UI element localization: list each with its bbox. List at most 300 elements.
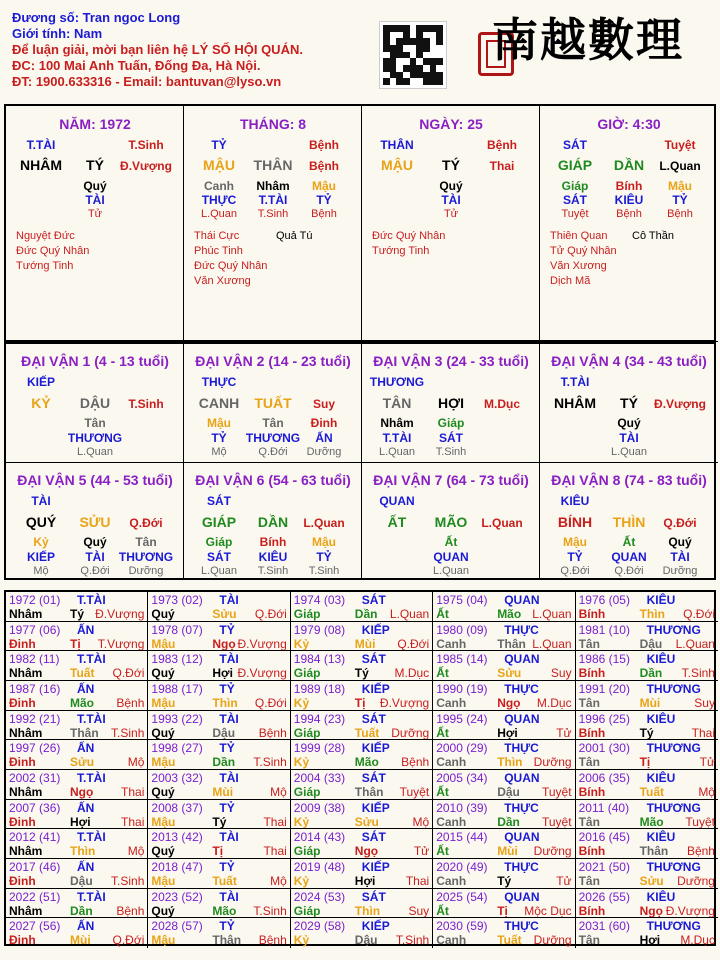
year-chi: Mùi — [639, 696, 661, 710]
dai-van-chi: DẦN — [257, 514, 289, 530]
year-label: 1991 (20) — [578, 682, 630, 696]
pillar-shen: SÁT — [563, 138, 587, 152]
year-shen: QUAN — [504, 771, 540, 786]
year-label: 1993 (22) — [151, 711, 203, 726]
year-chi: Dần — [70, 903, 93, 918]
pillar-title: GIỜ: 4:30 — [597, 116, 661, 132]
year-can: Quý — [151, 607, 175, 621]
hidden-status: Mộ — [33, 565, 49, 577]
year-can: Mậu — [151, 755, 176, 770]
pillar-can: NHÂM — [20, 157, 62, 173]
year-chi: Mùi — [212, 785, 234, 800]
dai-van-5 — [6, 463, 184, 580]
year-chi: Tuất — [497, 933, 522, 948]
year-shen: THỰC — [504, 800, 539, 815]
year-status: T.Sinh — [395, 933, 430, 948]
dai-van-status: Q.Đới — [129, 516, 163, 530]
year-cell — [291, 740, 433, 770]
year-label: 1995 (24) — [436, 711, 488, 726]
year-can: Canh — [436, 755, 467, 770]
year-chi: Mùi — [354, 636, 376, 651]
year-label: 2000 (29) — [436, 741, 488, 756]
year-chi: Hợi — [639, 933, 661, 948]
year-shen: TÀI — [219, 889, 239, 904]
dai-van-title: ĐẠI VẬN 8 (74 - 83 tuổi) — [551, 472, 707, 488]
qr-code-icon[interactable] — [379, 21, 447, 89]
hidden-shen: THƯƠNG — [245, 431, 301, 445]
dai-van-title: ĐẠI VẬN 2 (14 - 23 tuổi) — [195, 353, 351, 369]
year-cell — [576, 770, 718, 800]
year-label: 1996 (25) — [578, 711, 630, 726]
year-status: Thai — [405, 874, 430, 889]
hidden-status: L.Quan — [378, 446, 416, 458]
dai-van-shen: KIẾP — [26, 375, 56, 389]
year-status: Bệnh — [116, 696, 145, 710]
hidden-can: Mậu — [668, 179, 692, 193]
year-shen: SÁT — [361, 771, 386, 786]
year-cell — [576, 859, 718, 889]
year-status: T.Sinh — [681, 666, 715, 681]
dai-van-chi: DẬU — [79, 395, 111, 411]
year-status: Dưỡng — [391, 725, 430, 740]
hidden-shen: THƯƠNG — [67, 431, 123, 445]
year-chi: Dần — [212, 755, 236, 770]
year-cell — [291, 592, 433, 622]
hidden-shen: SÁT — [207, 550, 231, 564]
hidden-shen: QUAN — [433, 550, 469, 564]
year-shen: THƯƠNG — [646, 682, 701, 696]
year-chi: Tuất — [639, 785, 665, 800]
year-chi: Tuất — [212, 874, 237, 889]
pillar-4 — [540, 106, 718, 342]
year-label: 2020 (49) — [436, 860, 488, 875]
year-shen: KIẾP — [361, 622, 390, 637]
dai-van-chi: TUẤT — [254, 395, 292, 411]
year-shen: THỰC — [504, 860, 539, 875]
year-chi: Tị — [212, 844, 224, 859]
year-shen: T.TÀI — [77, 771, 106, 786]
dai-van-title: ĐẠI VẬN 7 (64 - 73 tuổi) — [373, 472, 529, 488]
hidden-status: L.Quan — [610, 446, 648, 458]
year-cell — [148, 918, 290, 948]
year-label: 2009 (38) — [293, 800, 346, 815]
year-cell — [6, 711, 148, 741]
year-chi: Tuất — [354, 725, 380, 740]
year-chi: Mão — [354, 755, 379, 770]
year-chi: Ngọ — [212, 636, 236, 651]
year-status: Tử — [699, 755, 715, 770]
hidden-shen: T.TÀI — [258, 193, 288, 207]
year-shen: T.TÀI — [77, 889, 106, 904]
year-can: Kỷ — [293, 636, 310, 651]
year-status: Tuyệt — [542, 785, 572, 800]
pillar-shen-right: Tuyệt — [664, 138, 696, 152]
year-label: 1994 (23) — [293, 711, 346, 726]
year-cell — [6, 622, 148, 652]
year-shen: T.TÀI — [77, 593, 106, 607]
year-cell — [291, 859, 433, 889]
year-status: M.Dục — [394, 666, 430, 681]
year-chi: Tý — [497, 874, 512, 889]
pillar-title: THÁNG: 8 — [239, 116, 307, 132]
year-label: 2023 (52) — [151, 889, 203, 904]
dai-van-shen: THƯƠNG — [369, 375, 425, 389]
year-chi: Dần — [497, 814, 520, 829]
year-label: 2024 (53) — [293, 889, 346, 904]
year-label: 2016 (45) — [578, 830, 630, 845]
year-chi: Ngọ — [70, 785, 94, 800]
year-shen: THƯƠNG — [646, 919, 701, 934]
year-status: Thai — [121, 785, 145, 800]
year-shen: SÁT — [361, 652, 386, 667]
year-shen: KIÊU — [646, 830, 676, 845]
year-status: Đ.Vượng — [95, 607, 145, 621]
year-can: Ất — [436, 844, 449, 859]
year-status: L.Quan — [532, 636, 572, 651]
hidden-shen: ẤN — [315, 431, 333, 445]
year-chi: Tý — [354, 666, 369, 681]
hidden-status: T.Sinh — [257, 208, 289, 220]
year-label: 1978 (07) — [151, 622, 203, 637]
year-chi: Thân — [354, 785, 384, 800]
year-status: Dưỡng — [533, 844, 572, 859]
year-shen: KIẾP — [361, 800, 390, 815]
dai-van-chi: TÝ — [620, 395, 638, 411]
year-label: 1987 (16) — [9, 682, 61, 696]
dai-van-can: TÂN — [382, 395, 412, 411]
year-can: Nhâm — [9, 785, 43, 800]
year-status: Đ.Vượng — [237, 666, 287, 681]
year-label: 2031 (60) — [578, 919, 630, 934]
year-can: Quý — [151, 725, 175, 740]
year-label: 2003 (32) — [151, 771, 203, 786]
year-status: Thai — [263, 814, 287, 829]
year-shen: SÁT — [361, 889, 386, 904]
year-label: 2010 (39) — [436, 800, 488, 815]
dai-van-title: ĐẠI VẬN 5 (44 - 53 tuổi) — [17, 472, 173, 488]
hidden-status: L.Quan — [200, 208, 238, 220]
year-cell — [576, 829, 718, 859]
year-status: Bệnh — [258, 933, 287, 948]
dai-van-7 — [362, 463, 540, 580]
pillar-star: Văn Xương — [550, 260, 607, 272]
hidden-status: Q.Đới — [80, 565, 110, 577]
pillar-shen-right: Bệnh — [487, 138, 517, 152]
hidden-can: Nhâm — [380, 416, 414, 430]
pillar-star: Thiên Quan — [550, 230, 608, 242]
year-can: Giáp — [293, 844, 321, 859]
year-chi: Tý — [70, 607, 85, 621]
year-status: Mộ — [698, 785, 715, 800]
year-status: Dưỡng — [677, 874, 715, 889]
year-cell — [148, 622, 290, 652]
pillar-star: Đức Quý Nhân — [194, 260, 268, 272]
dai-van-title: ĐẠI VẬN 4 (34 - 43 tuổi) — [551, 353, 707, 369]
year-chi: Sửu — [212, 607, 237, 621]
year-cell — [291, 711, 433, 741]
year-shen: QUAN — [504, 652, 540, 667]
year-status: Dưỡng — [533, 755, 572, 770]
year-chi: Thân — [70, 725, 99, 740]
year-shen: THỰC — [504, 919, 539, 934]
year-shen: TÀI — [219, 711, 239, 726]
pillar-chi: TÝ — [442, 157, 460, 173]
pillar-chi: TÝ — [86, 157, 104, 173]
year-can: Ất — [436, 725, 449, 740]
year-status: Mộ — [270, 785, 287, 800]
year-shen: KIẾP — [361, 919, 390, 934]
hidden-shen: TỶ — [211, 431, 227, 445]
year-label: 2022 (51) — [9, 889, 61, 904]
year-can: Tân — [578, 814, 600, 829]
year-chi: Tị — [639, 755, 651, 770]
year-label: 2017 (46) — [9, 860, 61, 875]
year-can: Bính — [578, 666, 606, 681]
year-status: Đ.Vượng — [379, 696, 430, 710]
year-label: 2026 (55) — [578, 889, 630, 904]
year-chi: Hợi — [497, 725, 518, 740]
year-can: Mậu — [151, 933, 176, 948]
year-cell — [148, 859, 290, 889]
dai-van-status: M.Dục — [484, 397, 520, 411]
hidden-status: Dưỡng — [662, 565, 698, 577]
dai-van-shen: QUAN — [379, 494, 415, 508]
year-chi: Dậu — [212, 725, 236, 740]
year-can: Mậu — [151, 814, 176, 829]
hidden-status: Q.Đới — [614, 565, 644, 577]
year-shen: TỶ — [219, 919, 235, 934]
pillar-star: Đức Quý Nhân — [16, 245, 90, 257]
dai-van-status: Suy — [312, 397, 336, 411]
year-can: Mậu — [151, 636, 176, 651]
dai-van-shen: THỰC — [201, 375, 237, 389]
year-can: Giáp — [293, 725, 321, 740]
year-status: Bệnh — [116, 903, 145, 918]
year-status: L.Quan — [532, 607, 572, 621]
dai-van-can: GIÁP — [201, 514, 237, 530]
year-shen: TỶ — [219, 682, 235, 696]
year-label: 1977 (06) — [9, 622, 61, 637]
year-cell — [576, 622, 718, 652]
year-cell — [6, 681, 148, 711]
year-label: 2013 (42) — [151, 830, 203, 845]
hidden-shen: KIÊU — [258, 550, 288, 564]
hidden-shen: TÀI — [85, 550, 105, 564]
year-label: 2005 (34) — [436, 771, 488, 786]
year-shen: THỰC — [504, 622, 539, 637]
hidden-can: Bính — [615, 179, 643, 193]
hidden-can: Tân — [262, 416, 284, 430]
hidden-can: Mậu — [312, 535, 336, 549]
year-label: 1975 (04) — [436, 593, 488, 607]
year-label: 1999 (28) — [293, 741, 346, 756]
year-status: Bệnh — [258, 725, 287, 740]
year-label: 2030 (59) — [436, 919, 488, 934]
year-shen: KIÊU — [646, 593, 676, 607]
year-label: 1990 (19) — [436, 682, 488, 696]
pillar-chi: DẦN — [613, 157, 645, 173]
year-status: Mộ — [412, 814, 430, 829]
year-shen: THƯƠNG — [646, 622, 701, 637]
header-line: ĐC: 100 Mai Anh Tuấn, Đống Đa, Hà Nội. — [12, 58, 261, 73]
logo-text: 南越數理 — [492, 13, 684, 67]
year-chi: Thân — [497, 636, 526, 651]
pillar-star: Thái Cực — [194, 230, 240, 242]
year-chi: Thìn — [212, 696, 238, 710]
year-can: Đinh — [9, 755, 36, 770]
dai-van-shen: SÁT — [207, 494, 231, 508]
hidden-status: L.Quan — [200, 565, 238, 577]
hidden-shen: SÁT — [439, 431, 463, 445]
year-can: Nhâm — [9, 607, 43, 621]
year-shen: KIẾP — [361, 860, 390, 875]
year-status: M.Dục — [536, 696, 572, 710]
year-can: Kỷ — [293, 814, 310, 829]
hidden-status: Bệnh — [311, 208, 337, 220]
year-label: 1989 (18) — [293, 682, 346, 696]
year-chi: Dậu — [354, 933, 378, 948]
hidden-shen: THƯƠNG — [118, 550, 174, 564]
year-cell — [433, 651, 575, 681]
year-shen: TỶ — [219, 741, 235, 756]
annual-luck-table — [4, 590, 716, 946]
year-label: 2007 (36) — [9, 800, 61, 815]
year-can: Quý — [151, 903, 175, 918]
hidden-can: Quý — [439, 179, 463, 193]
hidden-can: Ất — [622, 535, 636, 549]
pillar-can: MẬU — [203, 157, 235, 173]
dai-van-can: ẤT — [387, 514, 407, 530]
logo — [478, 10, 708, 76]
year-shen: SÁT — [361, 830, 386, 845]
hidden-shen: KIÊU — [614, 193, 644, 207]
year-cell — [6, 800, 148, 830]
hidden-shen: THỰC — [201, 193, 237, 207]
year-cell — [148, 800, 290, 830]
year-cell — [433, 592, 575, 622]
pillar-shen: THÂN — [380, 138, 414, 152]
year-cell — [291, 622, 433, 652]
year-can: Đinh — [9, 933, 36, 948]
dai-van-2 — [184, 344, 362, 463]
pillar-star: Dịch Mã — [550, 275, 591, 287]
year-chi: Tý — [212, 814, 227, 829]
year-cell — [433, 622, 575, 652]
dai-van-chi: SỬU — [79, 514, 111, 530]
year-status: Suy — [550, 666, 572, 681]
year-can: Giáp — [293, 903, 321, 918]
year-shen: KIÊU — [646, 711, 676, 726]
hidden-status: Tử — [443, 208, 459, 220]
year-shen: ẤN — [77, 919, 95, 934]
year-shen: ẤN — [77, 860, 95, 875]
year-shen: SÁT — [361, 711, 386, 726]
year-label: 2014 (43) — [293, 830, 346, 845]
year-can: Đinh — [9, 874, 36, 889]
pillar-star: Đức Quý Nhân — [372, 230, 446, 242]
year-status: Tử — [556, 874, 572, 889]
year-label: 1974 (03) — [293, 593, 346, 607]
year-cell — [6, 770, 148, 800]
dai-van-status: Đ.Vượng — [654, 397, 706, 411]
hidden-can: Tân — [135, 535, 157, 549]
year-status: T.Sinh — [111, 874, 145, 889]
year-shen: QUAN — [504, 593, 540, 607]
hidden-shen: TỶ — [567, 550, 583, 564]
year-status: Đ.Vượng — [237, 636, 287, 651]
hidden-shen: TÀI — [670, 550, 690, 564]
year-shen: ẤN — [77, 682, 95, 696]
hidden-status: Bệnh — [616, 208, 642, 220]
year-label: 2002 (31) — [9, 771, 61, 786]
header-line: Giới tính: Nam — [12, 26, 103, 41]
pillar-status: Bệnh — [309, 159, 339, 173]
year-chi: Thân — [212, 933, 242, 948]
year-can: Nhâm — [9, 666, 43, 681]
year-can: Đinh — [9, 636, 36, 651]
year-shen: TỶ — [219, 860, 235, 875]
year-label: 1980 (09) — [436, 622, 488, 637]
pillar-chi: THÂN — [253, 157, 293, 173]
year-cell — [148, 889, 290, 919]
year-status: T.Sinh — [253, 755, 287, 770]
year-cell — [148, 829, 290, 859]
hidden-status: Tử — [87, 208, 103, 220]
year-cell — [291, 681, 433, 711]
year-chi: Ngọ — [497, 696, 521, 710]
year-can: Nhâm — [9, 903, 43, 918]
year-status: Suy — [408, 903, 430, 918]
year-can: Bính — [578, 903, 606, 918]
hidden-shen: QUAN — [611, 550, 647, 564]
year-label: 2011 (40) — [578, 800, 630, 815]
year-status: Tuyệt — [542, 814, 572, 829]
dai-van-can: BÍNH — [557, 514, 593, 530]
year-can: Bính — [578, 607, 606, 621]
year-chi: Ngọ — [354, 844, 379, 859]
year-can: Canh — [436, 874, 467, 889]
year-shen: QUAN — [504, 711, 540, 726]
hidden-can: Bính — [259, 535, 287, 549]
year-status: T.Sinh — [253, 903, 287, 918]
hidden-status: Q.Đới — [560, 565, 590, 577]
year-chi: Dậu — [639, 636, 663, 651]
hidden-shen: SÁT — [563, 193, 587, 207]
year-can: Ất — [436, 785, 449, 800]
year-status: Bệnh — [401, 755, 430, 770]
hidden-status: Tuyệt — [561, 208, 589, 220]
year-chi: Tý — [639, 725, 654, 740]
dai-van-chi: HỢI — [438, 395, 464, 411]
year-chi: Sửu — [70, 755, 95, 770]
hidden-can: Kỷ — [33, 535, 49, 549]
dai-van-shen: TÀI — [31, 494, 51, 508]
year-label: 1986 (15) — [578, 652, 630, 667]
year-chi: Dần — [639, 666, 663, 681]
year-can: Kỷ — [293, 874, 310, 889]
year-cell — [291, 918, 433, 948]
year-label: 2028 (57) — [151, 919, 203, 934]
owner-info — [12, 10, 303, 90]
year-status: Suy — [694, 696, 715, 710]
hidden-shen: TÀI — [619, 431, 639, 445]
year-shen: KIÊU — [646, 889, 676, 904]
year-label: 2021 (50) — [578, 860, 630, 875]
year-status: Q.Đới — [254, 607, 287, 621]
year-chi: Thìn — [497, 755, 523, 770]
hidden-can: Mậu — [563, 535, 587, 549]
year-can: Mậu — [151, 874, 176, 889]
